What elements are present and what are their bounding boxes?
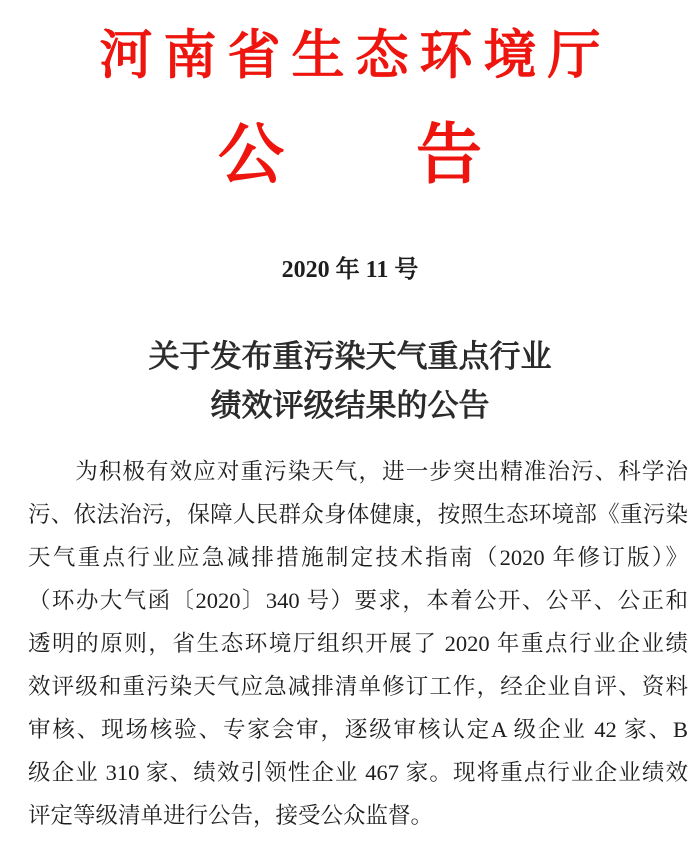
body-line: 级企业 310 家、绩效引领性企业 467 家。现将重点行业企业绩效 xyxy=(28,760,688,785)
body-line: （环办大气函〔2020〕340 号）要求，本着公开、公平、公正和 xyxy=(28,588,688,613)
subject-title-line-2: 绩效评级结果的公告 xyxy=(210,388,490,423)
body-line: 审核、现场核验、专家会审，逐级审核认定A 级企业 42 家、B xyxy=(28,717,688,742)
body-line: 污、依法治污，保障人民群众身体健康，按照生态环境部《重污染 xyxy=(28,502,688,527)
body-line: 为积极有效应对重污染天气，进一步突出精准治污、科学治 xyxy=(28,459,688,484)
body-line: 评定等级清单进行公告，接受公众监督。 xyxy=(28,803,434,828)
announcement-heading: 公 告 xyxy=(218,117,482,191)
body-line: 透明的原则，省生态环境厅组织开展了 2020 年重点行业企业绩 xyxy=(28,631,688,656)
subject-title-line-1: 关于发布重污染天气重点行业 xyxy=(148,339,552,374)
body-paragraph xyxy=(0,450,700,837)
agency-title: 河南省生态环境厅 xyxy=(99,26,612,85)
body-line: 天气重点行业应急减排措施制定技术指南（2020 年修订版）》 xyxy=(28,545,688,570)
document-number: 2020 年 11 号 xyxy=(281,257,419,283)
body-line: 效评级和重污染天气应急减排清单修订工作，经企业自评、资料 xyxy=(28,674,688,699)
subject-title xyxy=(0,332,700,430)
